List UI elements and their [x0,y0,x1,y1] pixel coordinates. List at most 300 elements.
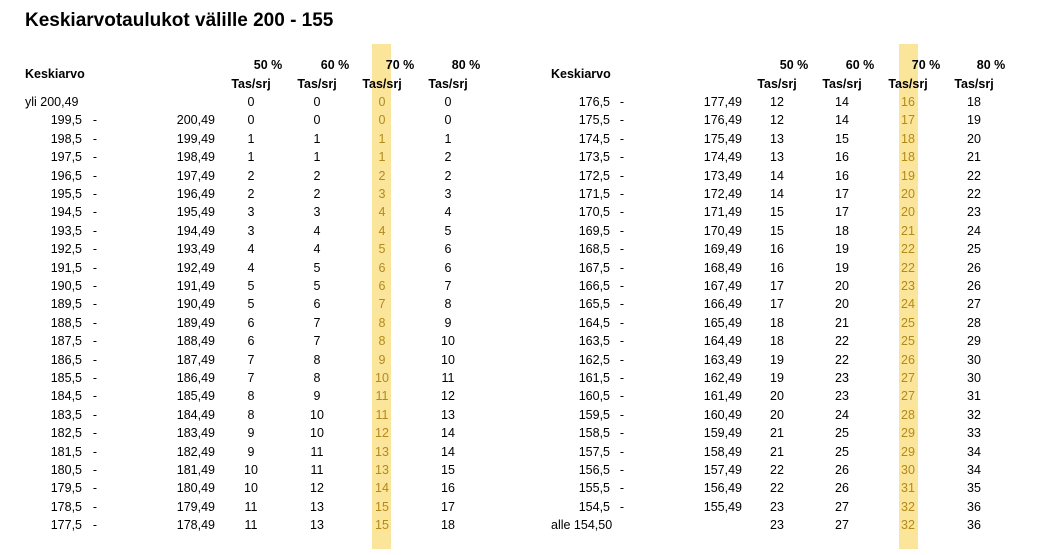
right-row-from: 155,5 [578,481,610,496]
right-row-value: 18 [967,95,981,109]
left-row-value: 1 [378,131,386,146]
left-row-dash: - [92,499,98,514]
right-row-value: 15 [835,131,849,146]
left-pct-header: 80 % [451,58,481,72]
right-row-to: 167,49 [703,279,742,293]
left-row-value: 11 [244,518,258,533]
right-row-value: 26 [901,352,915,367]
right-row-value: 14 [770,187,784,201]
left-row-dash: - [92,131,98,146]
left-row-to: 197,49 [176,168,215,183]
left-row-value: 7 [247,352,255,367]
right-row-value: 21 [901,223,915,238]
left-row-dash: - [92,371,98,385]
left-keskiarvo-header: Keskiarvo [25,67,85,81]
right-row-value: 20 [770,407,784,422]
left-row-to: 196,49 [176,187,215,201]
right-row-from: 176,5 [578,95,610,109]
right-row-value: 29 [967,334,981,349]
right-row-value: 14 [770,168,784,183]
left-row-to: 187,49 [176,352,215,367]
left-row-dash: - [92,242,98,257]
left-row-from: 196,5 [50,168,82,183]
right-row-value: 26 [835,463,849,477]
right-row-from: 163,5 [578,334,610,349]
left-row-value: 9 [247,444,255,459]
left-row-dash: - [92,444,98,459]
right-row-value: 18 [770,315,784,330]
left-row-value: 6 [444,242,452,257]
right-row-value: 34 [967,444,981,459]
left-row-value: 0 [444,95,452,109]
right-row-to: 165,49 [703,315,742,330]
left-row-value: 2 [444,150,452,165]
left-row-from: 185,5 [50,371,82,385]
right-row-value: 23 [770,518,784,533]
left-row-dash: - [92,279,98,293]
right-row-value: 21 [770,444,784,459]
right-row-dash: - [619,113,625,128]
left-row-value: 1 [444,131,452,146]
left-row-value: 4 [313,242,321,257]
left-row-from: 193,5 [50,223,82,238]
left-pct-header: 50 % [253,58,283,72]
right-row-value: 16 [835,168,849,183]
right-row-value: 30 [967,352,981,367]
left-row-to: 184,49 [176,407,215,422]
left-row-value: 10 [375,371,389,385]
right-row-value: 31 [901,481,915,496]
left-row-value: 8 [378,315,386,330]
left-row-value: 5 [247,279,255,293]
right-row-value: 23 [835,371,849,385]
left-row-value: 10 [244,481,258,496]
left-row-value: 8 [313,371,321,385]
left-row-value: 9 [378,352,386,367]
left-row-value: 12 [310,481,324,496]
right-row-dash: - [619,150,625,165]
right-row-value: 22 [967,168,981,183]
left-row-dash: - [92,518,98,533]
right-row-value: 31 [967,389,981,404]
right-row-from: 159,5 [578,407,610,422]
right-row-value: 14 [835,95,849,109]
right-row-from: 164,5 [578,315,610,330]
right-row-from: 157,5 [578,444,610,459]
left-row-to: 188,49 [176,334,215,349]
left-row-value: 11 [441,371,455,385]
right-row-value: 17 [770,279,784,293]
left-row-from: 178,5 [50,499,82,514]
right-unit-header: Tas/srj [954,77,994,91]
left-row-to: 185,49 [176,389,215,404]
right-row-from: 165,5 [578,297,610,312]
left-row-from: 192,5 [50,242,82,257]
left-row-value: 12 [441,389,455,404]
left-row-value: 7 [378,297,386,312]
right-row-value: 22 [901,260,915,275]
right-row-to: 156,49 [703,481,742,496]
left-row-dash: - [92,426,98,441]
left-row-value: 14 [375,481,389,496]
left-row-dash: - [92,113,98,128]
right-row-dash: - [619,279,625,293]
left-row-dash: - [92,260,98,275]
right-row-value: 32 [901,518,915,533]
right-row-value: 22 [901,242,915,257]
left-row-value: 15 [375,499,389,514]
right-row-value: 30 [967,371,981,385]
right-row-value: 21 [835,315,849,330]
left-row-to: 186,49 [176,371,215,385]
left-row-dash: - [92,352,98,367]
left-row-to: 200,49 [176,113,215,128]
right-row-dash: - [619,407,625,422]
right-row-value: 22 [835,334,849,349]
left-row-dash: - [92,463,98,477]
right-row-to: 171,49 [703,205,742,220]
left-row-to: 198,49 [176,150,215,165]
left-row-label: yli 200,49 [25,95,79,109]
right-row-value: 19 [770,352,784,367]
left-row-from: 179,5 [50,481,82,496]
left-row-value: 0 [247,113,255,128]
right-row-from: 167,5 [578,260,610,275]
left-row-value: 11 [310,463,324,477]
right-row-value: 18 [770,334,784,349]
right-pct-header: 50 % [779,58,809,72]
left-row-value: 8 [378,334,386,349]
right-row-value: 25 [835,426,849,441]
left-row-value: 9 [247,426,255,441]
right-row-value: 19 [835,242,849,257]
right-row-dash: - [619,131,625,146]
right-row-value: 23 [901,279,915,293]
right-row-value: 26 [835,481,849,496]
left-row-from: 177,5 [50,518,82,533]
left-row-value: 3 [444,187,452,201]
right-row-dash: - [619,352,625,367]
left-row-value: 6 [378,279,386,293]
right-row-from: 158,5 [578,426,610,441]
left-row-value: 0 [313,95,321,109]
left-row-value: 13 [441,407,455,422]
right-row-from: 170,5 [578,205,610,220]
left-row-from: 188,5 [50,315,82,330]
right-row-from: 166,5 [578,279,610,293]
right-row-from: 175,5 [578,113,610,128]
left-row-value: 14 [441,426,455,441]
right-row-to: 159,49 [703,426,742,441]
right-row-value: 16 [835,150,849,165]
right-row-value: 20 [967,131,981,146]
right-row-value: 12 [770,95,784,109]
right-pct-header: 70 % [911,58,941,72]
right-row-dash: - [619,426,625,441]
left-unit-header: Tas/srj [428,77,468,91]
right-unit-header: Tas/srj [757,77,797,91]
right-row-value: 19 [770,371,784,385]
right-row-value: 28 [967,315,981,330]
left-row-to: 189,49 [176,315,215,330]
right-row-to: 163,49 [703,352,742,367]
left-row-value: 5 [378,242,386,257]
right-row-dash: - [619,223,625,238]
left-row-value: 3 [313,205,321,220]
right-row-to: 166,49 [703,297,742,312]
right-row-from: 171,5 [578,187,610,201]
right-row-value: 19 [967,113,981,128]
right-row-value: 22 [770,463,784,477]
right-row-value: 27 [835,518,849,533]
left-row-value: 11 [375,407,389,422]
right-row-value: 21 [967,150,981,165]
right-row-from: 173,5 [578,150,610,165]
left-row-value: 1 [313,131,321,146]
left-unit-header: Tas/srj [297,77,337,91]
left-row-value: 1 [247,131,255,146]
right-row-value: 20 [901,205,915,220]
right-row-from: 169,5 [578,223,610,238]
left-row-dash: - [92,187,98,201]
left-row-from: 194,5 [50,205,82,220]
right-row-value: 30 [901,463,915,477]
right-row-dash: - [619,499,625,514]
left-row-value: 7 [444,279,452,293]
left-row-value: 4 [378,205,386,220]
right-row-to: 162,49 [703,371,742,385]
right-row-value: 22 [967,187,981,201]
right-row-dash: - [619,444,625,459]
left-row-from: 184,5 [50,389,82,404]
right-row-value: 17 [901,113,915,128]
right-row-from: 160,5 [578,389,610,404]
right-row-dash: - [619,95,625,109]
right-row-to: 169,49 [703,242,742,257]
left-row-to: 180,49 [176,481,215,496]
right-row-value: 25 [967,242,981,257]
right-row-value: 13 [770,150,784,165]
left-row-dash: - [92,334,98,349]
right-row-value: 23 [835,389,849,404]
right-row-to: 158,49 [703,444,742,459]
left-row-value: 5 [444,223,452,238]
left-row-to: 194,49 [176,223,215,238]
left-row-value: 7 [313,315,321,330]
right-row-value: 16 [770,242,784,257]
right-unit-header: Tas/srj [822,77,862,91]
left-row-value: 2 [247,168,255,183]
right-row-dash: - [619,334,625,349]
left-row-value: 18 [441,518,455,533]
right-row-to: 170,49 [703,223,742,238]
left-row-to: 179,49 [176,499,215,514]
left-row-value: 14 [441,444,455,459]
left-row-from: 191,5 [50,260,82,275]
left-row-to: 182,49 [176,444,215,459]
right-row-value: 27 [967,297,981,312]
left-row-value: 4 [378,223,386,238]
right-keskiarvo-header: Keskiarvo [551,67,611,81]
left-row-from: 182,5 [50,426,82,441]
right-row-value: 18 [835,223,849,238]
left-row-value: 0 [247,95,255,109]
left-row-value: 9 [313,389,321,404]
left-row-dash: - [92,389,98,404]
right-pct-header: 60 % [845,58,875,72]
right-row-value: 17 [770,297,784,312]
left-row-value: 4 [313,223,321,238]
left-row-value: 2 [444,168,452,183]
right-row-dash: - [619,205,625,220]
left-row-value: 15 [441,463,455,477]
right-row-value: 22 [835,352,849,367]
left-row-value: 2 [313,187,321,201]
left-row-to: 178,49 [176,518,215,533]
left-row-to: 190,49 [176,297,215,312]
left-row-from: 180,5 [50,463,82,477]
right-row-value: 32 [967,407,981,422]
right-row-dash: - [619,187,625,201]
right-row-value: 20 [901,187,915,201]
right-pct-header: 80 % [976,58,1006,72]
left-row-value: 8 [313,352,321,367]
left-row-value: 2 [247,187,255,201]
left-row-value: 7 [247,371,255,385]
right-unit-header: Tas/srj [888,77,928,91]
right-row-value: 19 [835,260,849,275]
left-row-value: 3 [247,205,255,220]
left-row-from: 198,5 [50,131,82,146]
right-row-value: 15 [770,223,784,238]
left-row-value: 7 [313,334,321,349]
right-row-value: 23 [770,499,784,514]
right-row-value: 20 [835,279,849,293]
right-row-value: 35 [967,481,981,496]
left-row-to: 191,49 [176,279,215,293]
left-row-from: 189,5 [50,297,82,312]
right-row-value: 20 [835,297,849,312]
right-row-value: 28 [901,407,915,422]
right-row-value: 25 [901,315,915,330]
left-row-dash: - [92,481,98,496]
right-row-to: 155,49 [703,499,742,514]
right-row-value: 33 [967,426,981,441]
right-row-value: 29 [901,444,915,459]
left-row-to: 195,49 [176,205,215,220]
right-row-to: 176,49 [703,113,742,128]
left-row-dash: - [92,407,98,422]
left-row-value: 10 [310,426,324,441]
right-row-value: 20 [770,389,784,404]
left-row-from: 187,5 [50,334,82,349]
right-row-to: 161,49 [703,389,742,404]
right-row-value: 18 [901,150,915,165]
right-row-to: 175,49 [703,131,742,146]
right-row-to: 172,49 [703,187,742,201]
right-row-to: 164,49 [703,334,742,349]
right-row-dash: - [619,315,625,330]
right-row-dash: - [619,481,625,496]
right-row-dash: - [619,371,625,385]
right-row-value: 16 [770,260,784,275]
right-row-dash: - [619,463,625,477]
left-row-to: 193,49 [176,242,215,257]
left-row-value: 4 [247,260,255,275]
right-row-from: 174,5 [578,131,610,146]
left-row-dash: - [92,223,98,238]
left-row-value: 6 [313,297,321,312]
right-row-from: 168,5 [578,242,610,257]
left-row-to: 192,49 [176,260,215,275]
left-row-value: 8 [444,297,452,312]
left-row-value: 8 [247,389,255,404]
left-unit-header: Tas/srj [362,77,402,91]
left-row-value: 17 [441,499,455,514]
left-row-from: 190,5 [50,279,82,293]
right-row-to: 157,49 [703,463,742,477]
right-row-to: 174,49 [703,150,742,165]
right-row-value: 32 [901,499,915,514]
right-row-value: 25 [835,444,849,459]
right-row-value: 23 [967,205,981,220]
right-row-dash: - [619,260,625,275]
right-row-value: 27 [901,389,915,404]
right-row-value: 24 [835,407,849,422]
left-row-value: 6 [247,315,255,330]
left-row-value: 2 [313,168,321,183]
left-row-dash: - [92,297,98,312]
left-row-value: 10 [244,463,258,477]
page-title: Keskiarvotaulukot välille 200 - 155 [25,10,334,31]
right-row-value: 24 [967,223,981,238]
left-row-from: 195,5 [50,187,82,201]
left-row-value: 5 [313,260,321,275]
left-row-value: 10 [441,352,455,367]
left-row-value: 0 [444,113,452,128]
left-row-value: 6 [378,260,386,275]
right-row-dash: - [619,168,625,183]
left-row-dash: - [92,315,98,330]
left-row-to: 181,49 [176,463,215,477]
left-row-value: 1 [313,150,321,165]
right-row-from: 154,5 [578,499,610,514]
left-row-value: 10 [310,407,324,422]
right-row-from: 172,5 [578,168,610,183]
left-row-value: 13 [310,499,324,514]
right-row-value: 29 [901,426,915,441]
left-row-value: 5 [313,279,321,293]
left-row-value: 1 [378,150,386,165]
right-row-value: 16 [901,95,915,109]
left-row-value: 5 [247,297,255,312]
left-unit-header: Tas/srj [231,77,271,91]
left-row-value: 1 [247,150,255,165]
right-row-from: 162,5 [578,352,610,367]
right-row-to: 177,49 [703,95,742,109]
left-row-value: 13 [310,518,324,533]
right-row-dash: - [619,389,625,404]
right-row-value: 22 [770,481,784,496]
left-row-from: 186,5 [50,352,82,367]
right-row-value: 27 [835,499,849,514]
left-row-value: 12 [375,426,389,441]
right-row-to: 173,49 [703,168,742,183]
right-row-value: 24 [901,297,915,312]
left-row-value: 4 [247,242,255,257]
right-row-value: 14 [835,113,849,128]
left-row-dash: - [92,168,98,183]
